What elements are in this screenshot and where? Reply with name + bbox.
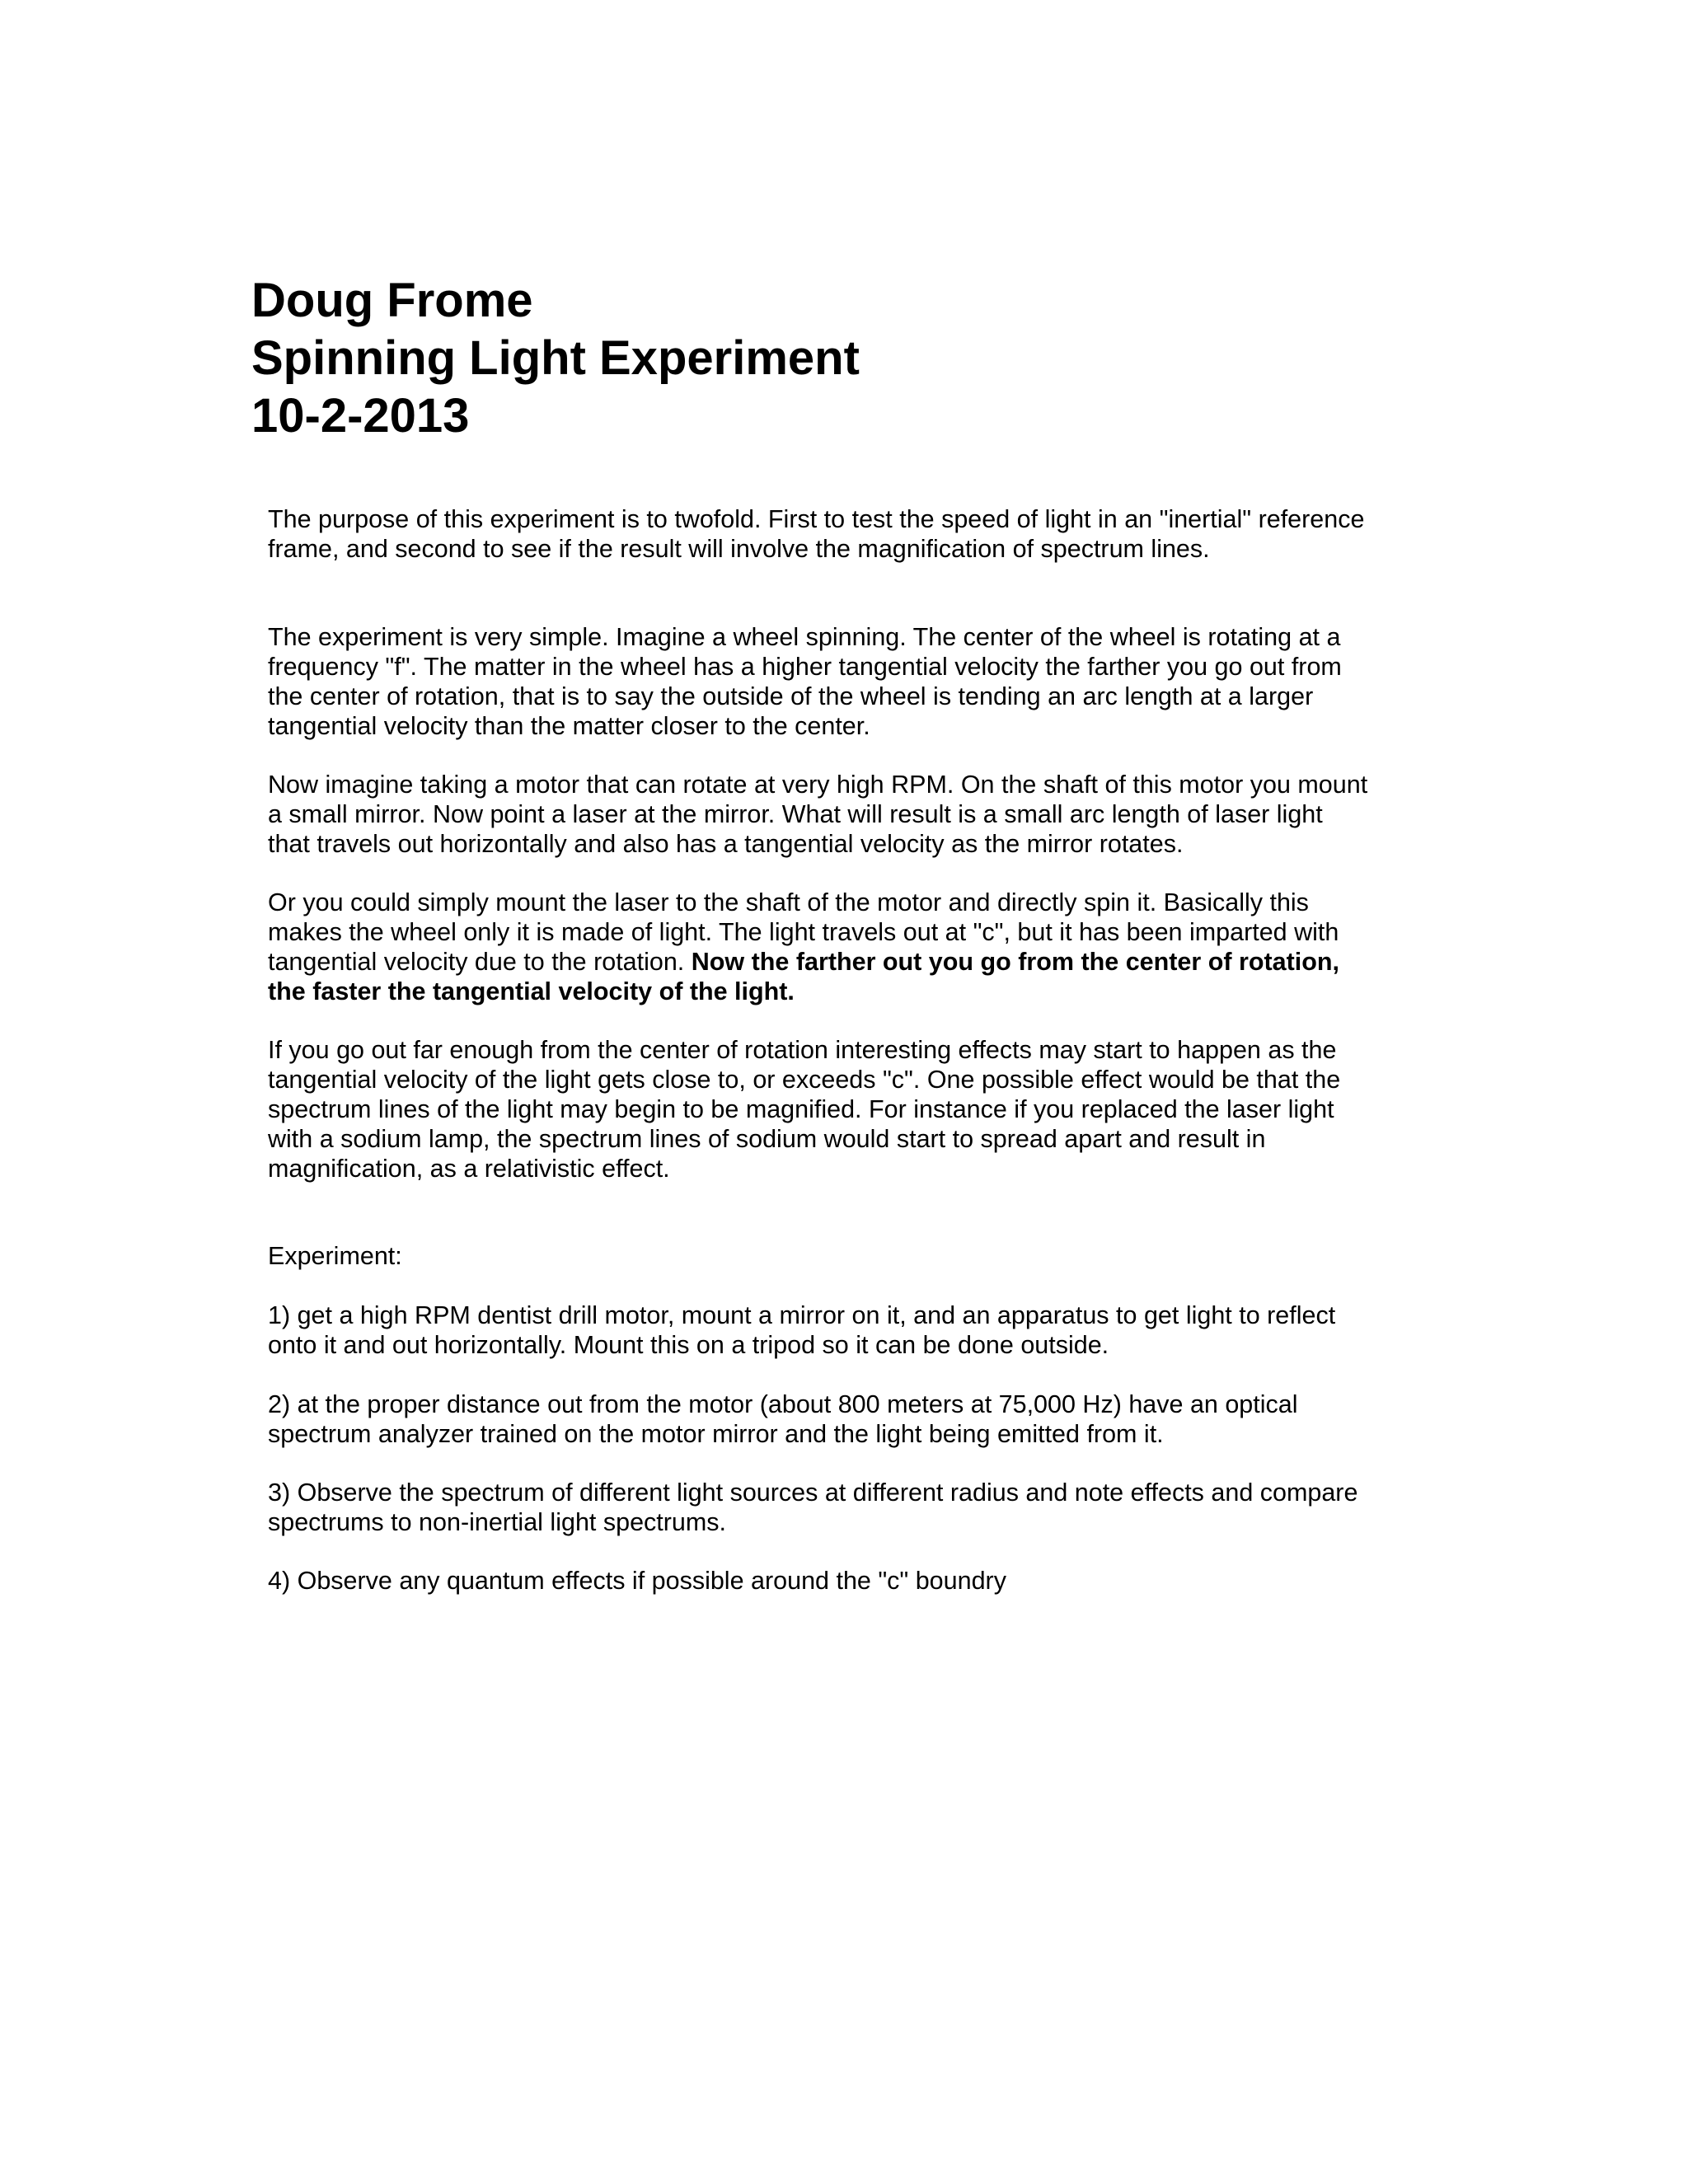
document-date: 10-2-2013 — [251, 389, 470, 443]
experiment-step: 4) Observe any quantum effects if possible around the "c" boundry — [268, 1567, 1006, 1595]
experiment-step: 2) at the proper distance out from the motor (about 800 meters at 75,000 Hz) have an optical spectrum analyzer trained on the motor mirror and the light being emitted from it. — [268, 1390, 1298, 1448]
document-title: Spinning Light Experiment — [251, 331, 860, 385]
laser-shaft-bold-text: Now the farther out you go from the center of rotation, the faster the tangential velocity of the light. — [268, 948, 1339, 1005]
motor-mirror-paragraph: Now imagine taking a motor that can rotate at very high RPM. On the shaft of this motor you mount a small mirror. Now point a laser at the mirror. What will result is a small arc length of laser light that travels out horizontally and also has a tangential velocity as the mirror rotates. — [268, 771, 1368, 858]
experiment-step: 3) Observe the spectrum of different light sources at different radius and note effects and compare spectrums to non-inertial light spectrums. — [268, 1479, 1358, 1536]
experiment-heading: Experiment: — [268, 1242, 402, 1270]
experiment-step: 1) get a high RPM dentist drill motor, mount a mirror on it, and an apparatus to get light to reflect onto it and out horizontally. Mount this on a tripod so it can be done outside. — [268, 1301, 1336, 1359]
document-header — [251, 272, 1488, 445]
purpose-paragraph: The purpose of this experiment is to twofold. First to test the speed of light in an "inertial" reference frame, and second to see if the result will involve the magnification of spectrum lines. — [268, 505, 1365, 563]
laser-shaft-paragraph — [268, 888, 1463, 1006]
laser-shaft-text: Or you could simply mount the laser to the shaft of the motor and directly spin it. Basically this makes the wheel only it is made of light. The light travels out at "c", but it has been imparted with tangential velocity due to the rotation. — [268, 888, 1339, 976]
author-name: Doug Frome — [251, 274, 533, 327]
simple-experiment-paragraph: The experiment is very simple. Imagine a wheel spinning. The center of the wheel is rotating at a frequency "f". The matter in the wheel has a higher tangential velocity the farther you go out from the center of rotation, that is to say the outside of the wheel is tending an arc length at a larger tangential velocity than the matter closer to the center. — [268, 623, 1342, 740]
relativistic-effects-paragraph: If you go out far enough from the center of rotation interesting effects may start to happen as the tangential velocity of the light gets close to, or exceeds "c". One possible effect would be that the spectrum lines of the light may begin to be magnified. For instance if you replaced the laser light with a sodium lamp, the spectrum lines of sodium would start to spread apart and result in magnification, as a relativistic effect. — [268, 1036, 1341, 1183]
